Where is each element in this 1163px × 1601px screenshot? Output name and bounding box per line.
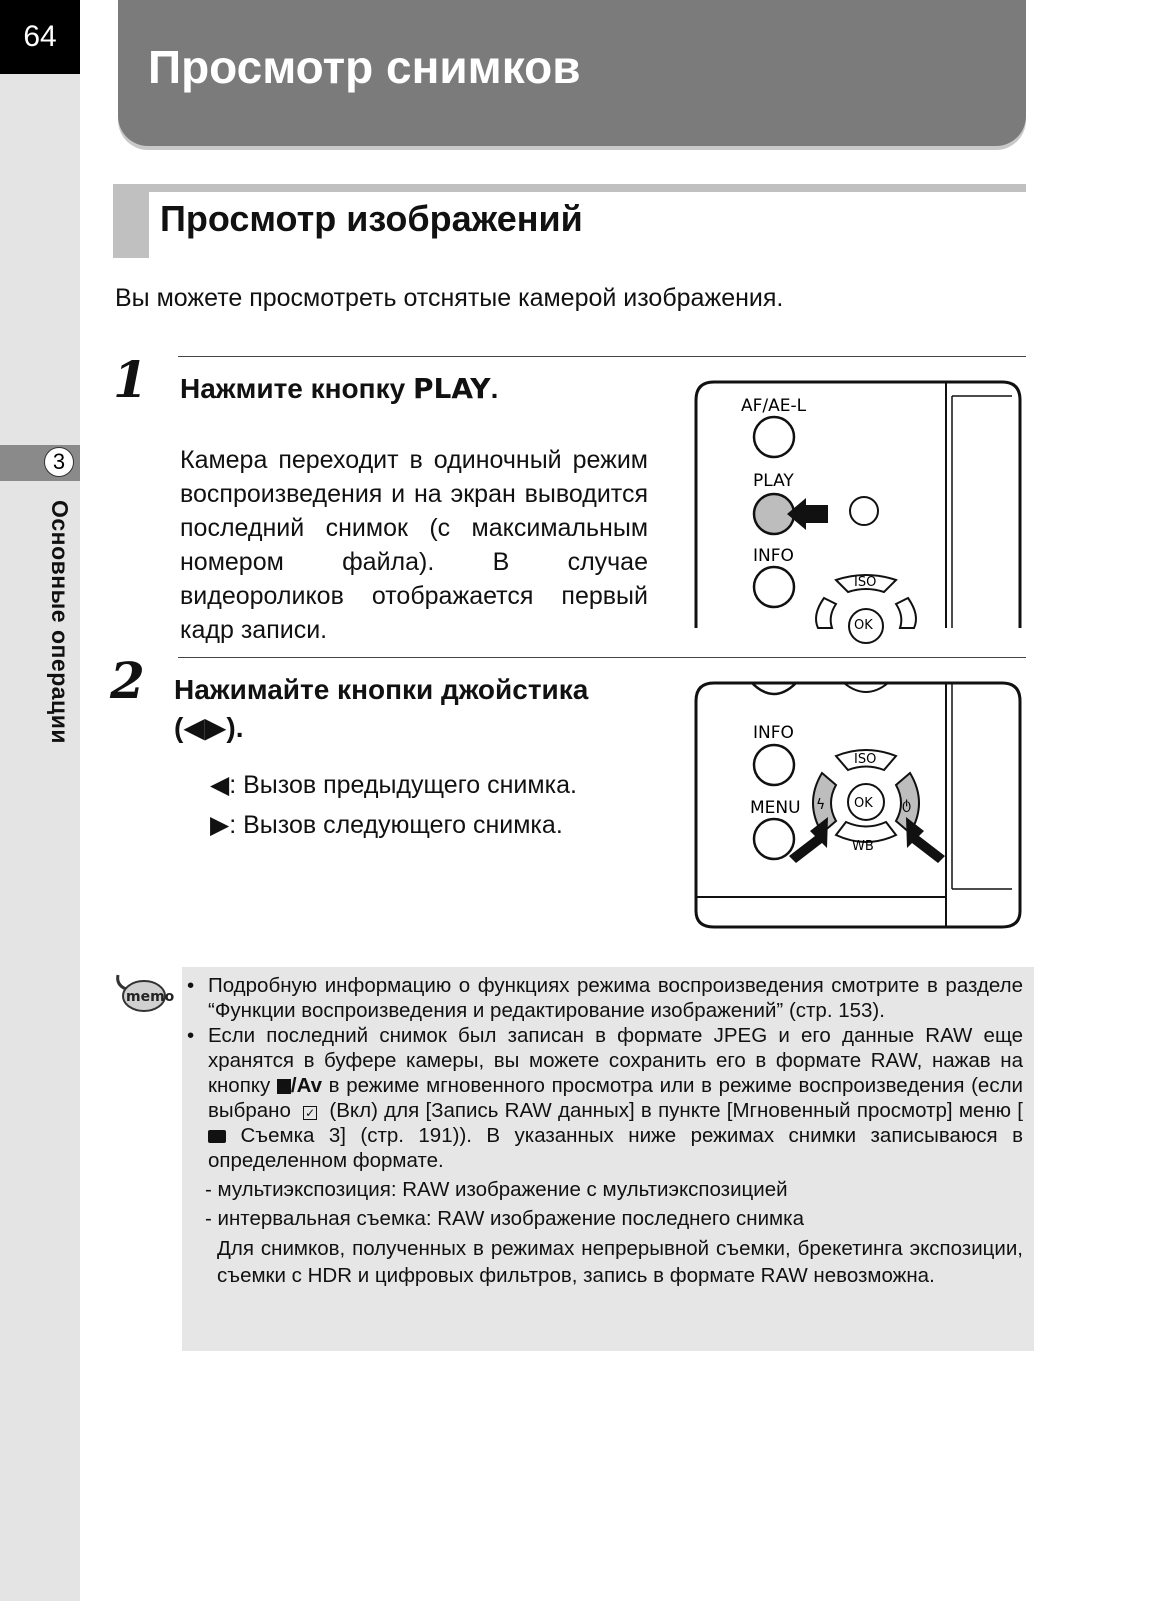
step1-title-suffix: . bbox=[490, 373, 499, 404]
self-timer-icon: ტ bbox=[902, 797, 912, 813]
page-header bbox=[118, 0, 1026, 146]
info-button bbox=[754, 567, 794, 607]
previous-image-line: ◀: Вызов предыдущего снимка. bbox=[210, 771, 577, 799]
memo-list bbox=[187, 973, 1023, 1289]
memo-icon bbox=[112, 971, 175, 1017]
section-marker bbox=[113, 184, 149, 258]
ok-label: OK bbox=[854, 618, 873, 633]
step1-number: 1 bbox=[113, 350, 148, 409]
menu-button bbox=[754, 819, 794, 859]
menu-label: MENU bbox=[750, 798, 801, 818]
memo-item-1-text: Подробную информацию о функциях режима воспроизведения смотрите в разделе “Функции воспроизведения и редактирование изображений” (стр. 153). bbox=[208, 974, 1023, 1022]
section-rule bbox=[113, 184, 1026, 192]
av-button-symbol: /Av bbox=[290, 1074, 323, 1097]
info-label-2: INFO bbox=[753, 723, 794, 743]
page-number: 64 bbox=[0, 0, 80, 74]
step2-title bbox=[174, 671, 588, 747]
af-ae-l-label: AF/AE-L bbox=[741, 396, 807, 416]
step2-title-line2: (◀▶). bbox=[174, 712, 244, 743]
step2-title-line1: Нажимайте кнопки джойстика bbox=[174, 674, 589, 705]
section-intro: Вы можете просмотреть отснятые камерой изображения. bbox=[115, 284, 784, 312]
play-label: PLAY bbox=[753, 471, 794, 491]
next-image-line: ▶: Вызов следующего снимка. bbox=[210, 811, 563, 839]
step1-title bbox=[180, 370, 498, 408]
step1-divider bbox=[178, 356, 1026, 357]
step2-instructions bbox=[210, 765, 577, 845]
memo-item: • Если последний снимок был записан в формате JPEG и его данные RAW еще хранятся в буфере камеры, вы можете сохранить его в формате RAW, нажав на кнопку /Av в режиме мгновенного просмотра или в режиме воспроизведения (если выбрано ✓ (Вкл) для [Запись RAW данных] в пункте [Мгновенный просмотр] меню [ Съемка 3] (стр. 191)). В указанных ниже режимах снимки записываюся в определенном формате. bbox=[187, 1024, 1023, 1172]
info-button-2 bbox=[754, 745, 794, 785]
af-ae-l-button bbox=[754, 417, 794, 457]
memo-item: • Подробную информацию о функциях режима воспроизведения смотрите в разделе “Функции воспроизведения и редактирование изображений” (стр. 153). bbox=[187, 974, 1023, 1022]
chapter-number: 3 bbox=[44, 447, 74, 477]
ok-label-2: OK bbox=[854, 796, 873, 811]
iso-label: ISO bbox=[854, 575, 877, 590]
iso-label-2: ISO bbox=[854, 752, 877, 767]
step1-body: Камера переходит в одиночный режим воспроизведения и на экран выводится последний снимок (с максимальным номером файла). В случае видеороликов отображается первый кадр записи. bbox=[180, 446, 648, 644]
flash-icon: ϟ bbox=[816, 797, 826, 813]
memo-dash-2: - интервальная съемка: RAW изображение последнего снимка bbox=[205, 1207, 804, 1230]
memo-item-2-part-a: Если последний снимок был записан в формате JPEG и его данные RAW еще хранятся в буфере камеры, вы можете сохранить его в формате RAW, нажав на кнопку bbox=[208, 1024, 1023, 1097]
memo-item-2-part-c: (Вкл) для [Запись RAW данных] в пункте [Мгновенный просмотр] меню [ bbox=[323, 1099, 1023, 1122]
memo-item-2-part-b: в режиме мгновенного просмотра или в режиме воспроизведения (если выбрано bbox=[208, 1074, 1023, 1122]
camera-buttons-joystick-figure bbox=[694, 681, 1022, 931]
memo-dash-1: - мультиэкспозиция: RAW изображение с мультиэкспозицией bbox=[205, 1178, 788, 1201]
page-title: Просмотр снимков bbox=[148, 41, 581, 93]
play-button-label: PLAY bbox=[412, 372, 491, 405]
chapter-title: Основные операции bbox=[47, 500, 73, 744]
info-label: INFO bbox=[753, 546, 794, 566]
step1-title-prefix: Нажмите кнопку bbox=[180, 373, 413, 404]
section-title: Просмотр изображений bbox=[160, 198, 583, 239]
camera-buttons-play-figure bbox=[694, 380, 1022, 633]
indicator-lamp bbox=[850, 497, 878, 525]
memo-icon-label: memo bbox=[126, 989, 175, 1005]
memo-item-2-part-d: Съемка 3] (стр. 191)). В указанных ниже режимах снимки записываюся в определенном формате. bbox=[208, 1124, 1023, 1172]
checkbox-checked-icon: ✓ bbox=[305, 1106, 316, 1120]
wb-label: WB bbox=[852, 839, 874, 854]
memo-note: Для снимков, полученных в режимах непрерывной съемки, брекетинга экспозиции, съемки с HDR и цифровых фильтров, запись в формате RAW невозможна. bbox=[217, 1237, 1023, 1287]
step2-divider bbox=[178, 657, 1026, 658]
step2-number: 2 bbox=[110, 651, 145, 710]
exposure-compensation-icon bbox=[277, 1079, 291, 1094]
memo-item-2-text bbox=[208, 1023, 1023, 1173]
chapter-sidebar bbox=[0, 0, 80, 1601]
camera-icon bbox=[208, 1130, 226, 1143]
